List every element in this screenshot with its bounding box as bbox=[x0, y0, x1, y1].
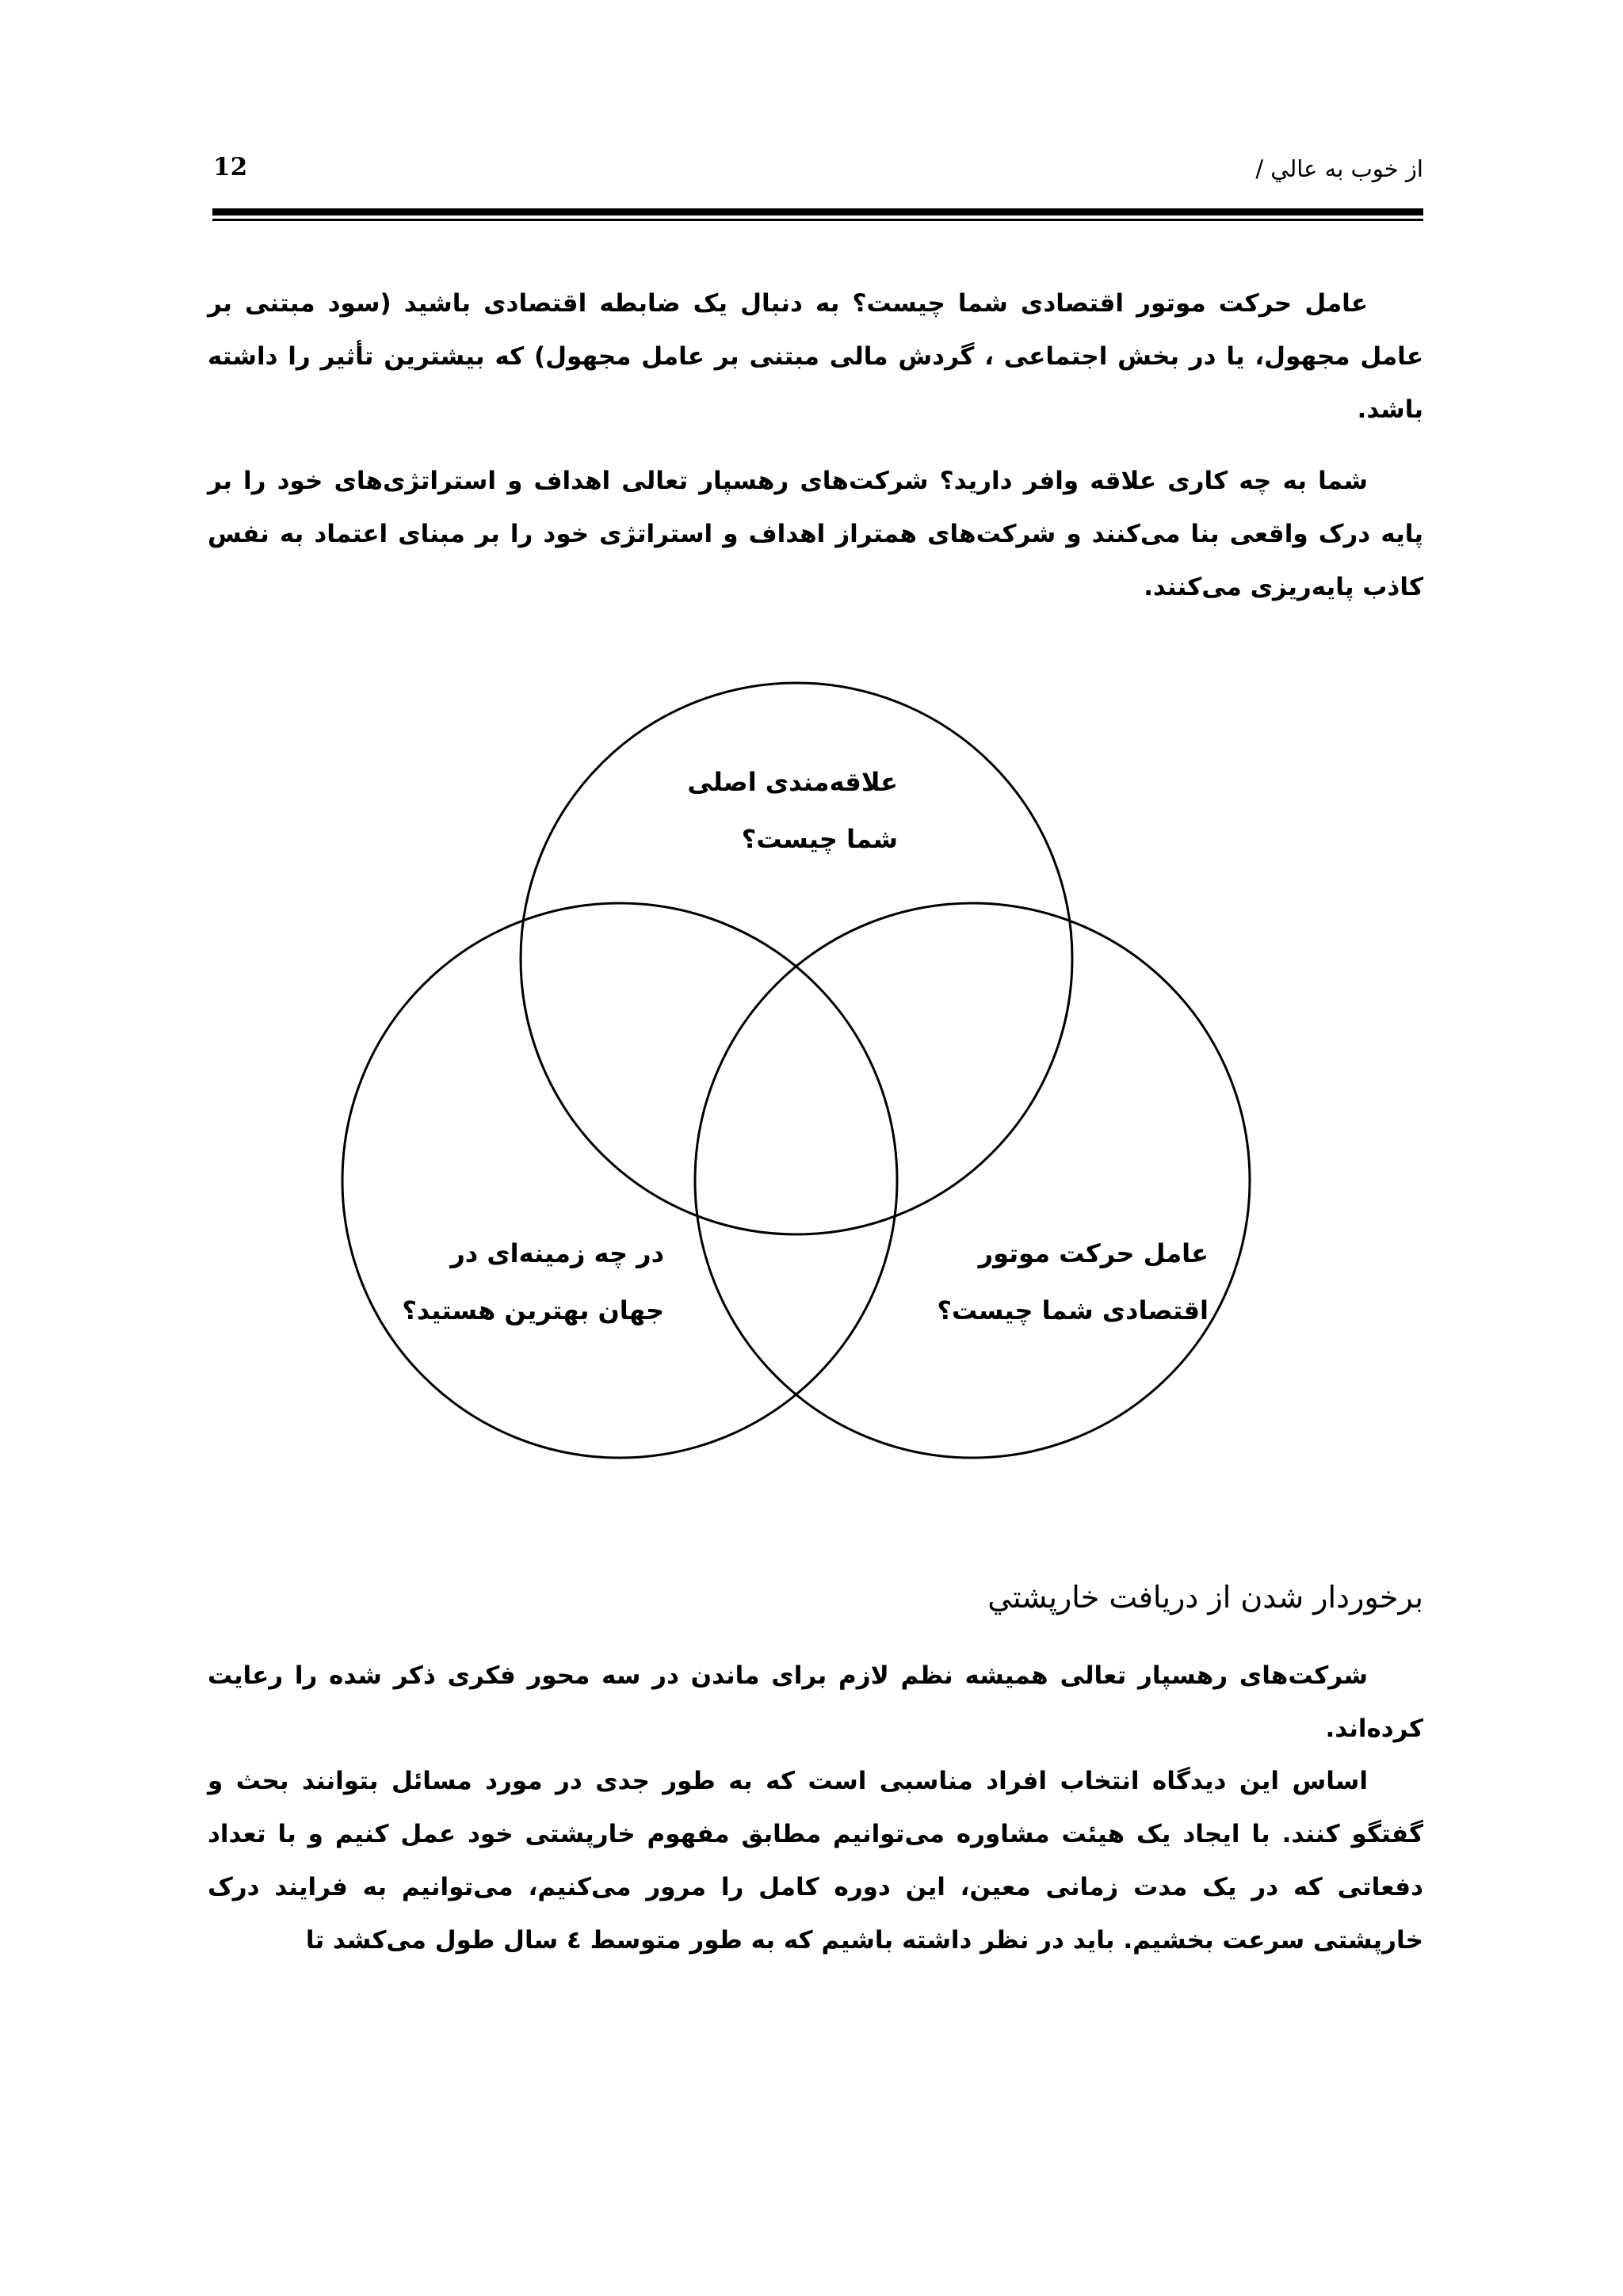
venn-circle-left bbox=[342, 903, 897, 1458]
paragraph-passion: شما به چه کاری علاقه وافر دارید؟ شرکت‌های رهسپار تعالی اهداف و استراتژی‌های خود را بر پایه درک واقعی بنا می‌کنند و شرکت‌های همتراز اهداف و استراتژی خود را بر مبنای اعتماد به نفس کاذب پایه‌ریزی می‌کنند. bbox=[208, 467, 1423, 601]
venn-circle-right bbox=[695, 903, 1250, 1458]
venn-label-best-at bbox=[402, 1225, 664, 1339]
section-heading: برخوردار شدن از دريافت خارپشتي bbox=[987, 1580, 1423, 1615]
venn-label-passion bbox=[687, 753, 898, 868]
page-number: 12 bbox=[213, 153, 248, 181]
book-title: از خوب به عالي / bbox=[1255, 155, 1423, 182]
venn-label-passion-line1: علاقه‌مندی اصلی bbox=[687, 767, 898, 797]
venn-label-passion-line2: شما چیست؟ bbox=[741, 824, 898, 854]
venn-label-best-at-line2: جهان بهترین هستید؟ bbox=[402, 1295, 664, 1325]
paragraph-discipline: شرکت‌های رهسپار تعالی همیشه نظم لازم برای ماندن در سه محور فکری ذکر شده را رعایت کرده‌اند. bbox=[208, 1661, 1423, 1743]
venn-label-economic-engine-line1: عامل حرکت موتور bbox=[978, 1238, 1209, 1268]
venn-label-economic-engine bbox=[937, 1225, 1209, 1339]
venn-label-best-at-line1: در چه زمینه‌ای در bbox=[450, 1238, 664, 1268]
paragraph-council: اساس این دیدگاه انتخاب افراد مناسبی است که به طور جدی در مورد مسائل بتوانند بحث و گفتگو کنند. با ایجاد یک هیئت مشاوره می‌توانیم مطابق مفهوم خارپشتی خود عمل کنیم و با تعداد دفعاتی که در یک مدت زمانی معین، این دوره کامل را مرور می‌کنیم، می‌توانیم به فرایند درک خارپشتی سرعت بخشیم. باید در نظر داشته باشیم که به طور متوسط ٤ سال طول می‌کشد تا bbox=[208, 1767, 1423, 1955]
venn-label-economic-engine-line2: اقتصادی شما چیست؟ bbox=[937, 1295, 1209, 1325]
paragraph-economic-engine: عامل حرکت موتور اقتصادی شما چیست؟ به دنبال یک ضابطه اقتصادی باشید (سود مبتنی بر عامل مجهول، یا در بخش اجتماعی ، گردش مالی مبتنی بر عامل مجهول) که بیشترین تأثیر را داشته باشد. bbox=[208, 289, 1423, 424]
